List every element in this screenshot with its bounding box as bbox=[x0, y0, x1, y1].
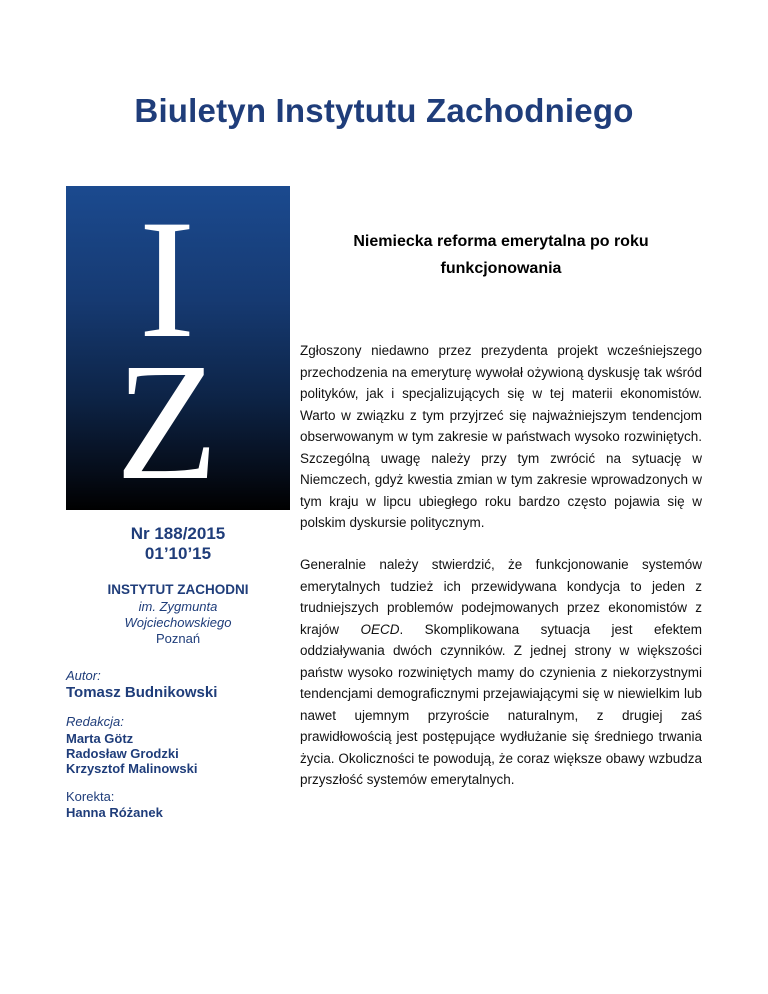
article-title-line2: funkcjonowania bbox=[440, 260, 562, 277]
editor-name: Marta Götz bbox=[66, 731, 134, 746]
proofreader-name: Hanna Różanek bbox=[66, 805, 163, 820]
article-paragraph-1: Zgłoszony niedawno przez prezydenta projekt wcześniejszego przechodzenia na emeryturę wywołał ożywioną dyskusję tak wśród polityków, jak i specjalizujących się w tej materii ekonomistów. Warto w związku z tym przyjrzeć się najważniejszym tendencjom obserwowanym w tym zakresie w państwach wysoko rozwiniętych. Szczególną uwagę należy przy tym zwrócić na sytuację w Niemczech, gdyż kwestia zmian w tym zakresie wprowadzonych w tym kraju w lipcu ubiegłego roku bardzo często pojawia się w polskim dyskursie politycznym. bbox=[300, 343, 702, 530]
article-paragraph-2 bbox=[300, 554, 702, 791]
institute-logo bbox=[66, 186, 290, 510]
issue-date: 01’10’15 bbox=[144, 544, 212, 563]
issue-number: Nr 188/2015 bbox=[130, 524, 226, 543]
editor-name: Krzysztof Malinowski bbox=[66, 761, 198, 776]
institute-patron-line2: Wojciechowskiego bbox=[124, 615, 232, 630]
article-title bbox=[300, 228, 702, 282]
institute-patron-line1: im. Zygmunta bbox=[138, 599, 218, 614]
logo-letter-z: Z bbox=[115, 329, 219, 510]
institute-city: Poznań bbox=[155, 631, 201, 646]
author-label: Autor: bbox=[66, 668, 101, 683]
paragraph-2-text-a: Generalnie należy stwierdzić, że funkcjonowanie systemów emerytalnych tudzież ich przewidywana kondycja to jeden z trudniejszych problemów podejmowanych przez ekonomistów z krajów bbox=[300, 557, 702, 637]
logo-letter-i: I bbox=[138, 186, 196, 373]
page-title: Biuletyn Instytutu Zachodniego bbox=[134, 92, 634, 129]
proofreading-label: Korekta: bbox=[66, 789, 115, 804]
editors-label: Redakcja: bbox=[66, 714, 124, 729]
institute-name: INSTYTUT ZACHODNI bbox=[107, 582, 249, 597]
editor-name: Radosław Grodzki bbox=[66, 746, 179, 761]
article-title-line1: Niemiecka reforma emerytalna po roku bbox=[353, 233, 649, 250]
author-name: Tomasz Budnikowski bbox=[66, 684, 218, 701]
oecd-abbrev: OECD bbox=[360, 621, 400, 637]
paragraph-2-text-b: . Skomplikowana sytuacja jest efektem oddziaływania dwóch czynników. Z jednej strony w większości państw wysoko rozwiniętych mamy do czynienia z niekorzystnymi tendencjami demograficznymi przejawiającymi się w niewielkim lub nawet ujemnym przyroście naturalnym, z drugiej zaś prawidłowością jest postępujące wydłużanie się średniego trwania życia. Okoliczności te powodują, że coraz większe obawy wzbudza przyszłość systemów emerytalnych. bbox=[300, 621, 702, 787]
